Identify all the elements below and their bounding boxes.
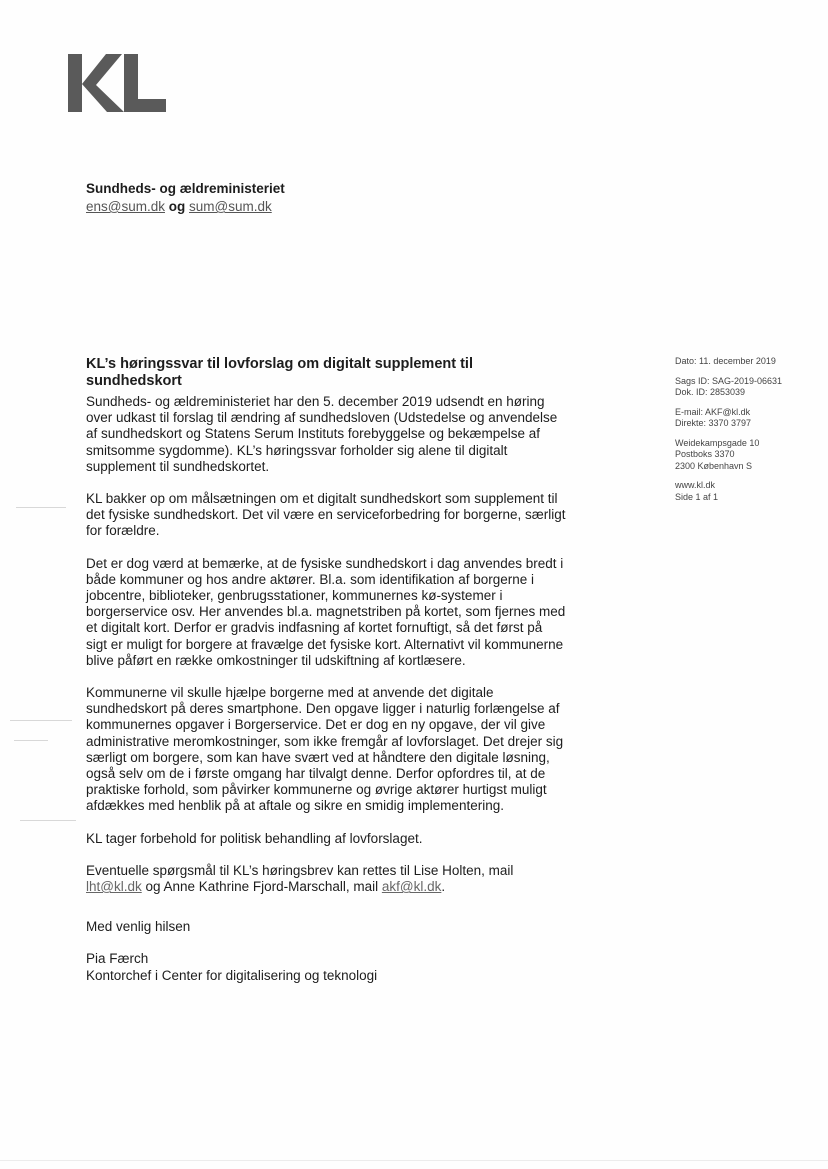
paragraph-contact bbox=[86, 863, 566, 895]
meta-street: Weidekampsgade 10 bbox=[675, 437, 760, 448]
letter-title: KL’s høringssvar til lovforslag om digitalt supplement til sundhedskort bbox=[86, 356, 473, 389]
recipient-email-sum[interactable]: sum@sum.dk bbox=[189, 199, 272, 214]
meta-page-number: Side 1 af 1 bbox=[675, 491, 719, 502]
scan-artifact-line bbox=[20, 820, 76, 821]
contact-text-b: og Anne Kathrine Fjord-Marschall, mail bbox=[145, 879, 379, 895]
contact-email-akf[interactable]: akf@kl.dk bbox=[381, 879, 442, 895]
meta-website[interactable]: www.kl.dk bbox=[675, 480, 716, 490]
contact-email-lht[interactable]: lht@kl.dk bbox=[86, 879, 142, 895]
recipient-emails bbox=[86, 198, 285, 216]
contact-text-a: Eventuelle spørgsmål til KL’s høringsbrev kan rettes til Lise Holten, mail bbox=[86, 862, 514, 878]
paragraph-support: KL bakker op om målsætningen om et digitalt sundhedskort som supplement til det fysiske sundhedskort. Det vil være en serviceforbedring for borgerne, særligt for forældre. bbox=[86, 491, 566, 539]
scan-artifact-line bbox=[14, 740, 48, 741]
recipient-email-connector: og bbox=[168, 199, 186, 214]
meta-ids-group bbox=[675, 376, 782, 399]
recipient-block bbox=[86, 180, 285, 216]
kl-logo bbox=[68, 54, 168, 114]
contact-text-c: . bbox=[441, 879, 446, 895]
meta-address-group bbox=[675, 438, 782, 473]
recipient-email-ens[interactable]: ens@sum.dk bbox=[86, 199, 165, 214]
signer-name: Pia Færch bbox=[86, 951, 149, 967]
paragraph-intro: Sundheds- og ældreministeriet har den 5. december 2019 udsendt en høring over udkast til forslag til ændring af sundhedsloven (Udstedelse og anvendelse af sundhedskort og Statens Serum Instituts forebyggelse og bekæmpelse af smitsomme sygdomme). KL’s høringssvar forholder sig alene til digitalt supplement til sundhedskortet. bbox=[86, 394, 558, 474]
paragraph-reservation: KL tager forbehold for politisk behandling af lovforslaget. bbox=[86, 830, 423, 846]
meta-case-id: Sags ID: SAG-2019-06631 bbox=[675, 375, 783, 386]
closing-greeting: Med venlig hilsen bbox=[86, 919, 191, 935]
signature-block bbox=[86, 919, 566, 984]
scan-artifact-line bbox=[16, 507, 66, 508]
paragraph-physical-cards: Det er dog værd at bemærke, at de fysiske sundhedskort i dag anvendes bredt i både kommuner og hos andre aktører. Bl.a. som identifikation af borgerne i jobcentre, biblioteker, genbrugsstationer, kommunernes kø-systemer i borgerservice osv. Her anvendes bl.a. magnetstriben på kortet, som fjernes med et digitalt kort. Derfor er gradvis indfasning af kortet fornuftigt, så det først på sigt er muligt for borgere at fravælge det fysiske kort. Alternativt vil kommunerne blive påført en række omkostninger til udskiftning af kortlæsere. bbox=[86, 555, 566, 668]
meta-web-group bbox=[675, 480, 782, 503]
signer-title: Kontorchef i Center for digitalisering og teknologi bbox=[86, 967, 378, 983]
meta-contact-group bbox=[675, 407, 782, 430]
scan-artifact-line bbox=[10, 720, 72, 721]
meta-postbox: Postboks 3370 bbox=[675, 449, 735, 459]
paragraph-municipal-tasks: Kommunerne vil skulle hjælpe borgerne med at anvende det digitale sundhedskort på deres smartphone. Den opgave ligger i naturlig forlængelse af kommunernes opgaver i Borgerservice. Det er dog en ny opgave, der vil give administrative meromkostninger, som ikke fremgår af lovforslaget. Det drejer sig særligt om borgere, som kan have svært ved at håndtere den digitale løsning, også selv om de i første omgang har tilvalgt denne. Derfor opfordres til, at de praktiske forhold, som påvirker kommunerne og øvrige aktører hurtigst muligt afdækkes med henblik på at aftale og sikre en smidig implementering. bbox=[86, 685, 564, 814]
document-meta-column bbox=[675, 356, 782, 511]
letter-body bbox=[86, 356, 566, 984]
meta-doc-id: Dok. ID: 2853039 bbox=[675, 387, 746, 397]
meta-email: E-mail: AKF@kl.dk bbox=[675, 406, 751, 417]
meta-city: 2300 København S bbox=[675, 460, 753, 471]
meta-date-group bbox=[675, 356, 782, 368]
scan-artifact-line bbox=[0, 1160, 828, 1161]
meta-date: Dato: 11. december 2019 bbox=[675, 356, 776, 366]
recipient-name: Sundheds- og ældreministeriet bbox=[86, 181, 285, 196]
kl-logo-mark bbox=[68, 54, 166, 112]
signature-spacer bbox=[86, 935, 566, 951]
meta-direct-phone: Direkte: 3370 3797 bbox=[675, 418, 752, 428]
